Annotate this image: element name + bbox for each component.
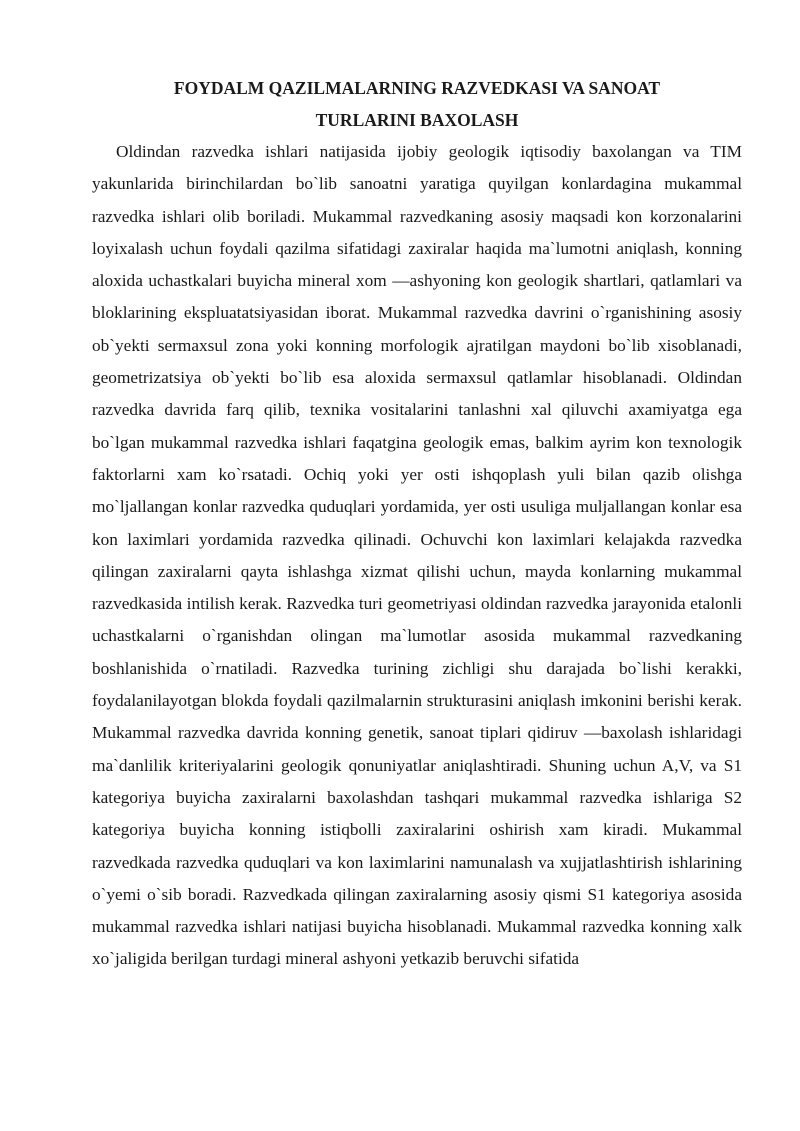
document-body-paragraph: Oldindan razvedka ishlari natijasida ijobiy geologik iqtisodiy baxolangan va TIM yakunlarida birinchilardan bo`lib sanoatni yaratiga quyilgan konlardagina mukammal razvedka ishlari olib boriladi. Mukammal razvedkaning asosiy maqsadi kon korzonalarini loyixalash uchun foydali qazilma sifatidagi zaxiralar haqida ma`lumotni aniqlash, konning aloxida uchastkalari buyicha mineral xom —ashyoning kon geologik shartlari, qatlamlari va bloklarining ekspluatatsiyasidan iborat. Mukammal razvedka davrini o`rganishining asosiy ob`yekti sermaxsul zona yoki konning morfologik ajratilgan maydoni bo`lib xisoblanadi, geometrizatsiya ob`yekti bo`lib esa aloxida sermaxsul qatlamlar hisoblanadi. Oldindan razvedka davrida farq qilib, texnika vositalarini tanlashni xal qiluvchi axamiyatga ega bo`lgan mukammal razvedka ishlari faqatgina geologik emas, balkim ayrim kon texnologik faktorlarni xam ko`rsatadi. Ochiq yoki yer osti ishqoplash yuli bilan qazib olishga mo`ljallangan konlar razvedka quduqlari yordamida, yer osti usuliga muljallangan konlar esa kon laximlari yordamida razvedka qilinadi. Ochuvchi kon laximlari kelajakda razvedka qilingan zaxiralarni qayta ishlashga xizmat qilishi uchun, mayda konlarning mukammal razvedkasida intilish kerak. Razvedka turi geometriyasi oldindan razvedka jarayonida etalonli uchastkalarni o`rganishdan olingan ma`lumotlar asosida mukammal razvedkaning boshlanishida o`rnatiladi. Razvedka turining zichligi shu darajada bo`lishi kerakki, foydalanilayotgan blokda foydali qazilmalarnin strukturasini aniqlash imkonini berishi kerak. Mukammal razvedka davrida konning genetik, sanoat tiplari qidiruv —baxolash ishlaridagi ma`danlilik kriteriyalarini geologik qonuniyatlar aniqlashtiradi. Shuning uchun A,V, va S1 kategoriya buyicha zaxiralarni baxolashdan tashqari mukammal razvedka ishlariga S2 kategoriya buyicha konning istiqbolli zaxiralarini oshirish xam kiradi. Mukammal razvedkada razvedka quduqlari va kon laximlarini namunalash va xujjatlashtirish ishlarining o`yemi o`sib boradi. Razvedkada qilingan zaxiralarning asosiy qismi S1 kategoriya asosida mukammal razvedka ishlari natijasi buyicha hisoblanadi. Mukammal razvedka konning xalk xo`jaligida berilgan turdagi mineral ashyoni yetkazib beruvchi sifatida: [92, 142, 742, 969]
document-title: [92, 72, 742, 136]
document-title-line-2: TURLARINI BAXOLASH: [315, 110, 519, 130]
document-title-line-1: FOYDALM QAZILMALARNING RAZVEDKASI VA SANOAT: [173, 78, 661, 98]
